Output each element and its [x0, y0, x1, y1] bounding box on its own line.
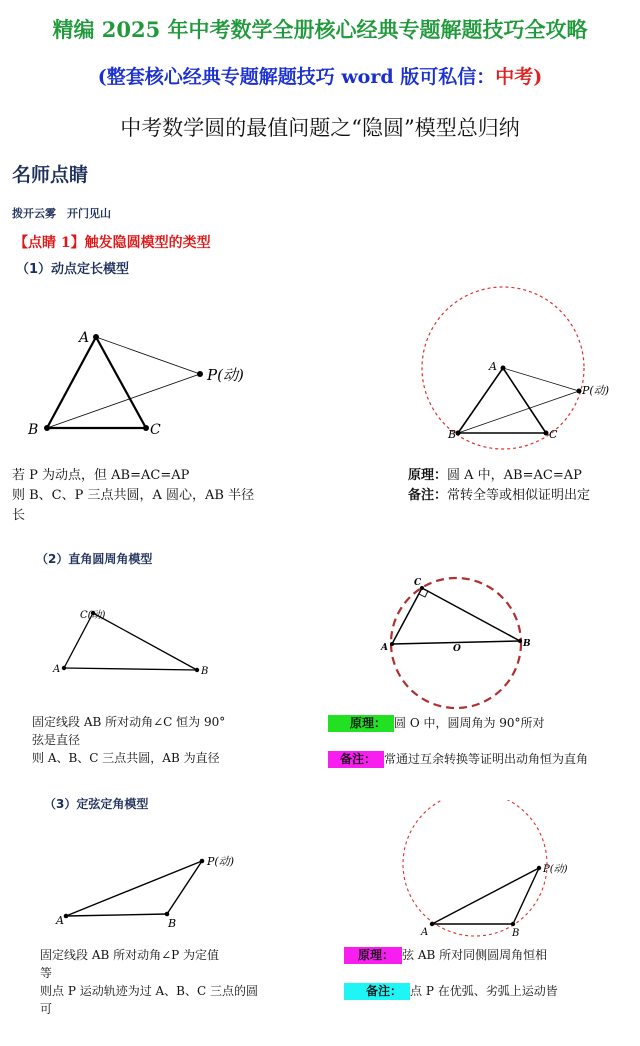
model1-description	[12, 466, 312, 526]
point-a-dot	[62, 666, 66, 670]
segment-ap	[96, 337, 200, 374]
model1-figure-right	[400, 280, 640, 450]
model3-desc-line4: 可	[40, 1002, 53, 1016]
segment-bc	[93, 613, 197, 670]
model2-figure-left	[50, 596, 250, 686]
segment-ab	[64, 668, 197, 670]
document-title: 中考数学圆的最值问题之“隐圆”模型总归纳	[120, 116, 520, 140]
section-motto: 拨开云雾 开门见山	[12, 207, 111, 220]
label-p: P(动)	[207, 855, 234, 868]
model3-principle	[344, 946, 558, 964]
label-b: B	[523, 639, 531, 649]
note-tag: 备注：	[328, 751, 384, 768]
model1-heading: （1）动点定长模型	[16, 262, 130, 277]
point-b-dot	[44, 425, 50, 431]
model2-heading: （2）直角圆周角模型	[36, 552, 153, 566]
label-b: B	[201, 666, 209, 677]
segment-ac	[392, 588, 422, 644]
note-label: 备注：	[408, 488, 448, 503]
model2-principle	[328, 714, 588, 732]
point-b-dot	[518, 639, 522, 643]
principle-tag: 原理：	[328, 715, 394, 732]
label-b: B	[448, 428, 457, 441]
segment-ac	[503, 368, 546, 433]
model2-note	[328, 750, 588, 768]
segment-ab	[458, 368, 503, 433]
note-text: 常通过互余转换等证明出动角恒为直角	[384, 752, 589, 766]
point-a-dot	[93, 334, 99, 340]
point-p-dot	[577, 389, 582, 394]
segment-bp	[47, 374, 200, 428]
point-a-dot	[64, 914, 69, 919]
segment-bp	[513, 868, 539, 924]
principle-tag: 原理：	[344, 947, 402, 964]
model1-note	[408, 486, 590, 506]
label-a: A	[421, 927, 429, 938]
point-b-dot	[165, 912, 170, 917]
principle-text: 弦 AB 所对同侧圆周角恒相	[402, 948, 548, 962]
label-p: P(动)	[582, 384, 609, 397]
segment-ac	[64, 613, 93, 668]
point-p-dot	[197, 371, 203, 377]
label-b: B	[512, 928, 520, 939]
segment-bc	[422, 588, 520, 641]
model3-figure-left	[50, 845, 270, 935]
point-a-dot	[430, 922, 434, 926]
point-c-dot	[544, 431, 549, 436]
promo-banner-blue-text: (整套核心经典专题解题技巧 word 版可私信：	[97, 66, 496, 88]
model1-notes	[408, 466, 590, 506]
segment-bp	[458, 391, 579, 433]
model3-desc-line2: 等	[40, 966, 53, 980]
model3-note	[344, 982, 558, 1000]
label-p: P(动)	[543, 864, 568, 875]
section-heading: 名师点睛	[12, 164, 89, 186]
label-a: A	[56, 914, 64, 927]
model2-desc-line2: 弦是直径	[32, 733, 81, 747]
promo-banner-red-text: 中考)	[495, 66, 543, 88]
label-a: A	[79, 330, 90, 346]
segment-ac	[96, 337, 146, 428]
point-p-dot	[200, 859, 205, 864]
note-text: 常转全等或相似证明出定	[447, 488, 591, 503]
model1-figure-left	[0, 300, 320, 450]
point-c-dot	[143, 425, 149, 431]
principle-label: 原理：	[408, 468, 448, 483]
promo-banner-line1: 精编 2025 年中考数学全册核心经典专题解题技巧全攻略	[52, 17, 588, 42]
model2-description	[32, 713, 332, 767]
model3-heading: （3）定弦定角模型	[44, 797, 149, 811]
label-a: A	[53, 664, 61, 675]
point-a-dot	[390, 642, 394, 646]
principle-text: 圆 O 中，圆周角为 90°所对	[394, 716, 545, 730]
circle-locus	[403, 800, 547, 936]
model2-desc-line3: 则 A、B、C 三点共圆，AB 为直径	[32, 751, 220, 765]
label-c: C	[549, 428, 558, 441]
model1-desc-line3: 长	[12, 508, 26, 523]
segment-ap	[432, 868, 539, 924]
model3-figure-right	[395, 800, 605, 940]
label-a: A	[381, 643, 388, 653]
label-a: A	[489, 360, 497, 373]
segment-ap	[66, 861, 202, 916]
promo-banner-line2	[0, 62, 640, 89]
point-b-dot	[511, 922, 515, 926]
model2-notes	[328, 714, 588, 768]
label-c: C	[414, 578, 422, 588]
point-a-dot	[501, 366, 506, 371]
model3-desc-line1: 固定线段 AB 所对动角∠P 为定值	[40, 948, 220, 962]
segment-ab	[47, 337, 96, 428]
model1-desc-line2: 则 B、C、P 三点共圆，A 圆心，AB 半径	[12, 488, 255, 503]
segment-ab	[66, 914, 167, 916]
label-c: C(动)	[80, 610, 106, 621]
model1-desc-line1: 若 P 为动点，但 AB=AC=AP	[12, 468, 190, 483]
model2-figure-right	[370, 570, 540, 715]
point-b-dot	[456, 431, 461, 436]
label-b: B	[28, 422, 39, 438]
label-c: C	[150, 422, 161, 438]
label-o: O	[453, 644, 461, 654]
principle-text: 圆 A 中，AB=AC=AP	[447, 468, 582, 483]
note-tag: 备注：	[344, 983, 410, 1000]
segment-bp	[167, 861, 202, 914]
label-b: B	[168, 917, 177, 930]
model3-description	[40, 946, 330, 1018]
model2-desc-line1: 固定线段 AB 所对动角∠C 恒为 90°	[32, 715, 226, 729]
point-p-dot	[537, 866, 541, 870]
model1-principle	[408, 466, 590, 486]
point-heading: 【点睛 1】触发隐圆模型的类型	[14, 235, 211, 251]
segment-ap	[503, 368, 579, 391]
note-text: 点 P 在优弧、劣弧上运动皆	[410, 984, 558, 998]
model3-desc-line3: 则点 P 运动轨迹为过 A、B、C 三点的圆	[40, 984, 258, 998]
label-p: P(动)	[207, 366, 244, 384]
point-b-dot	[195, 668, 199, 672]
model3-notes	[344, 946, 558, 1000]
